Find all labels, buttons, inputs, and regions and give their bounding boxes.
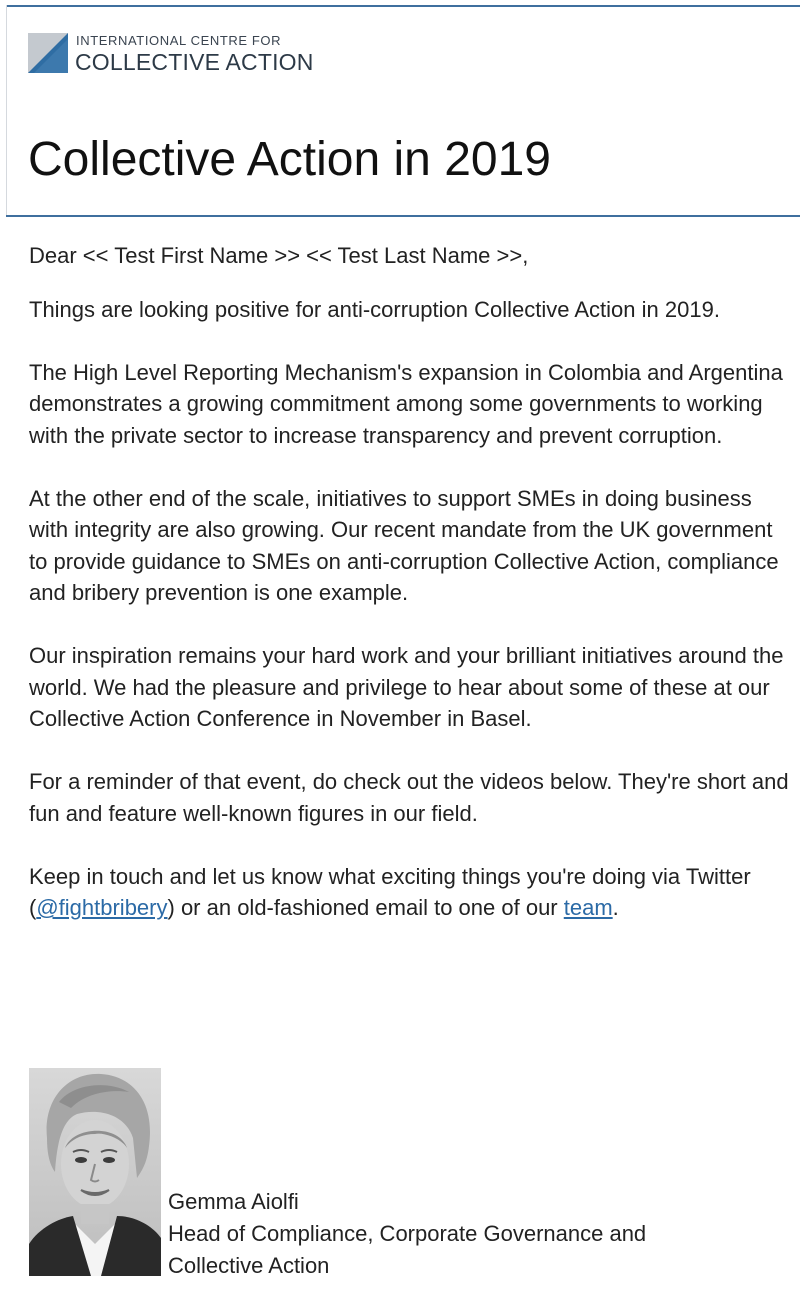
paragraph-2: The High Level Reporting Mechanism's expansion in Colombia and Argentina demonstrates a growing commitment among some governments to working with the private sector to increase transparency and prevent corruption. [29,359,783,448]
paragraph-6-end: . [612,895,619,920]
signatory-title-line-2: Collective Action [168,1253,330,1278]
email-body [29,240,789,955]
paragraph-5: For a reminder of that event, do check out the videos below. They're short and fun and feature well-known figures in our field. [29,769,789,826]
logo-title: COLLECTIVE ACTION [75,49,314,75]
top-divider [6,5,800,7]
signatory-title-line-1: Head of Compliance, Corporate Governance and [168,1221,647,1246]
logo-subtitle: INTERNATIONAL CENTRE FOR [76,33,282,48]
header-divider [6,215,800,217]
email-title: Collective Action in 2019 [28,133,551,186]
signature-text [168,1186,788,1282]
author-photo [29,1068,161,1276]
signatory-name: Gemma Aiolfi [168,1189,299,1214]
greeting-text: Dear << Test First Name >> << Test Last Name >>, [29,243,529,268]
paragraph-4: Our inspiration remains your hard work and your brilliant initiatives around the world. We had the pleasure and privilege to hear about some of these at our Collective Action Conference in November in Basel. [29,643,784,731]
paragraph-6 [29,861,789,924]
team-link[interactable]: team [563,895,613,920]
paragraph-3: At the other end of the scale, initiatives to support SMEs in doing business with integrity are also growing. Our recent mandate from the UK government to provide guidance to SMEs on anti-corruption Collective Action, compliance and bribery prevention is one example. [29,485,779,605]
paragraph-6-middle: ) or an old-fashioned email to one of our [167,895,564,920]
twitter-link[interactable]: @fightbribery [36,895,168,920]
left-border [6,5,7,217]
paragraph-6-start: Keep in touch and let us know what exciting things you're doing via Twitter ( [29,863,751,920]
logo-mark-icon [28,33,68,73]
portrait-image [29,1068,161,1276]
paragraph-1: Things are looking positive for anti-corruption Collective Action in 2019. [29,296,720,322]
